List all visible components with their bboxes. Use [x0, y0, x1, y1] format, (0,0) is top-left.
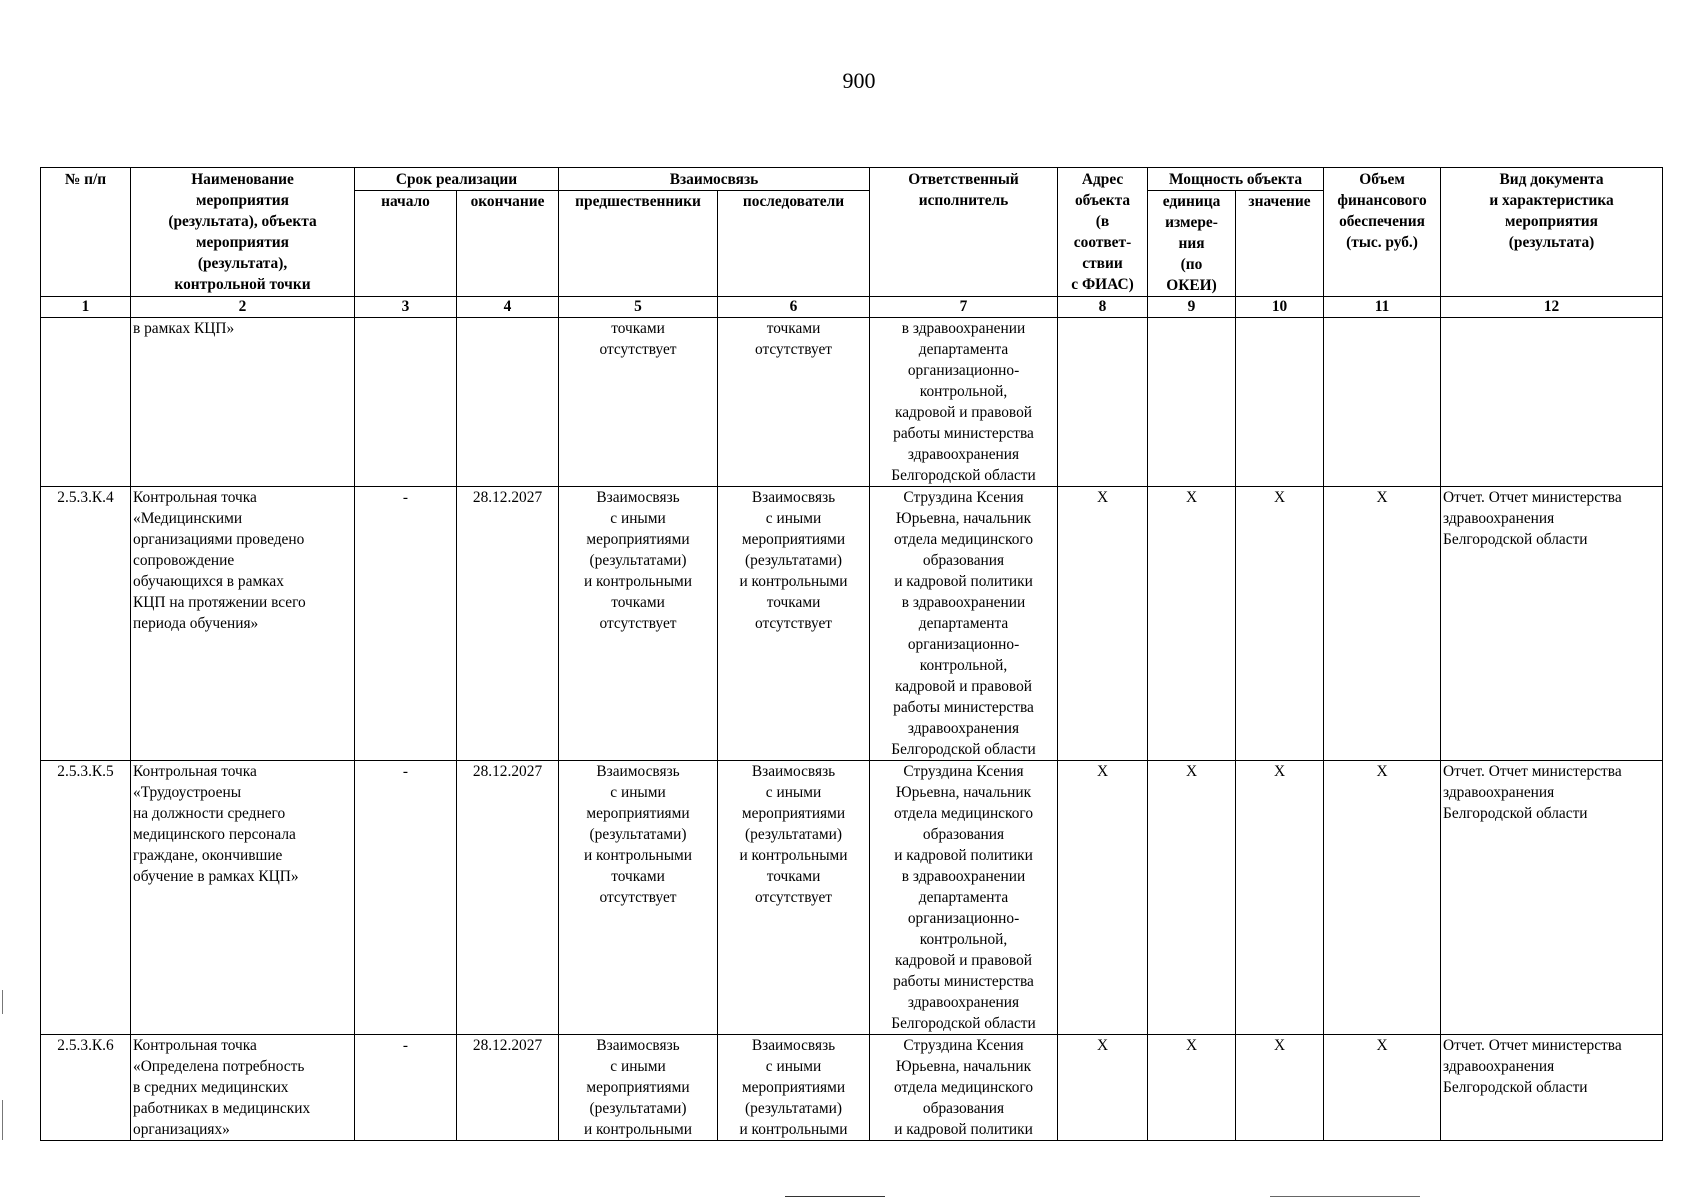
row-doc: Отчет. Отчет министерства здравоохранения Белгородской области — [1441, 487, 1663, 761]
header-row-1 — [41, 168, 1663, 191]
row-start: - — [355, 487, 457, 761]
row-prev: Взаимосвязь с иными мероприятиями (результатами) и контрольными точками отсутствует — [559, 761, 718, 1035]
row-num — [41, 318, 131, 487]
scan-artifact-line — [1270, 1196, 1420, 1197]
table-row — [41, 761, 1663, 1035]
row-responsible: Струздина Ксения Юрьевна, начальник отдела медицинского образования и кадровой политики в здравоохранении департамента организационно- контрольной, кадровой и правовой работы министерства здравоохранения Белгородской области — [870, 761, 1058, 1035]
column-number: 7 — [870, 297, 1058, 318]
row-address: X — [1058, 1035, 1148, 1141]
row-name: в рамках КЦП» — [131, 318, 355, 487]
row-prev: Взаимосвязь с иными мероприятиями (результатами) и контрольными — [559, 1035, 718, 1141]
table-row — [41, 318, 1663, 487]
column-number-row — [41, 297, 1663, 318]
column-number: 10 — [1236, 297, 1324, 318]
row-next: Взаимосвязь с иными мероприятиями (результатами) и контрольными — [718, 1035, 870, 1141]
header-address: Адрес объекта (в соответ- ствии с ФИАС) — [1058, 168, 1148, 297]
row-responsible: Струздина Ксения Юрьевна, начальник отдела медицинского образования и кадровой политики — [870, 1035, 1058, 1141]
row-address — [1058, 318, 1148, 487]
row-finance — [1324, 318, 1441, 487]
header-capacity: Мощность объекта — [1148, 168, 1324, 191]
row-unit — [1148, 318, 1236, 487]
row-end: 28.12.2027 — [457, 1035, 559, 1141]
scan-artifact-line — [785, 1196, 885, 1197]
header-num: № п/п — [41, 168, 131, 297]
header-name: Наименование мероприятия (результата), объекта мероприятия (результата), контрольной точки — [131, 168, 355, 297]
row-unit: X — [1148, 487, 1236, 761]
row-responsible: в здравоохранении департамента организационно- контрольной, кадровой и правовой работы министерства здравоохранения Белгородской области — [870, 318, 1058, 487]
row-num: 2.5.3.К.6 — [41, 1035, 131, 1141]
row-value — [1236, 318, 1324, 487]
header-term-end: окончание — [457, 191, 559, 297]
row-finance: X — [1324, 761, 1441, 1035]
row-value: X — [1236, 761, 1324, 1035]
header-link: Взаимосвязь — [559, 168, 870, 191]
header-finance: Объем финансового обеспечения (тыс. руб.) — [1324, 168, 1441, 297]
column-number: 5 — [559, 297, 718, 318]
row-end: 28.12.2027 — [457, 487, 559, 761]
row-responsible: Струздина Ксения Юрьевна, начальник отдела медицинского образования и кадровой политики в здравоохранении департамента организационно- контрольной, кадровой и правовой работы министерства здравоохранения Белгородской области — [870, 487, 1058, 761]
row-doc: Отчет. Отчет министерства здравоохранения Белгородской области — [1441, 1035, 1663, 1141]
column-number: 2 — [131, 297, 355, 318]
row-finance: X — [1324, 1035, 1441, 1141]
column-number: 12 — [1441, 297, 1663, 318]
row-num: 2.5.3.К.4 — [41, 487, 131, 761]
plan-table — [40, 167, 1663, 1141]
row-doc: Отчет. Отчет министерства здравоохранения Белгородской области — [1441, 761, 1663, 1035]
row-address: X — [1058, 761, 1148, 1035]
row-prev: Взаимосвязь с иными мероприятиями (результатами) и контрольными точками отсутствует — [559, 487, 718, 761]
row-doc — [1441, 318, 1663, 487]
header-capacity-unit: единица измере- ния (по ОКЕИ) — [1148, 191, 1236, 297]
column-number: 1 — [41, 297, 131, 318]
column-number: 4 — [457, 297, 559, 318]
header-doc: Вид документа и характеристика мероприятия (результата) — [1441, 168, 1663, 297]
header-term-start: начало — [355, 191, 457, 297]
header-responsible: Ответственный исполнитель — [870, 168, 1058, 297]
column-number: 11 — [1324, 297, 1441, 318]
row-prev: точками отсутствует — [559, 318, 718, 487]
row-next: Взаимосвязь с иными мероприятиями (результатами) и контрольными точками отсутствует — [718, 487, 870, 761]
header-capacity-value: значение — [1236, 191, 1324, 297]
scan-artifact-line — [2, 1100, 3, 1140]
column-number: 3 — [355, 297, 457, 318]
row-start — [355, 318, 457, 487]
row-start: - — [355, 1035, 457, 1141]
row-name: Контрольная точка «Медицинскими организациями проведено сопровождение обучающихся в рамках КЦП на протяжении всего периода обучения» — [131, 487, 355, 761]
row-start: - — [355, 761, 457, 1035]
page-number: 900 — [842, 68, 876, 93]
row-next: точками отсутствует — [718, 318, 870, 487]
row-value: X — [1236, 487, 1324, 761]
row-end: 28.12.2027 — [457, 761, 559, 1035]
row-end — [457, 318, 559, 487]
row-address: X — [1058, 487, 1148, 761]
row-name: Контрольная точка «Определена потребность в средних медицинских работниках в медицинских организациях» — [131, 1035, 355, 1141]
column-number: 8 — [1058, 297, 1148, 318]
row-unit: X — [1148, 1035, 1236, 1141]
column-number: 6 — [718, 297, 870, 318]
column-number: 9 — [1148, 297, 1236, 318]
row-name: Контрольная точка «Трудоустроены на должности среднего медицинского персонала граждане, окончившие обучение в рамках КЦП» — [131, 761, 355, 1035]
header-link-prev: предшественники — [559, 191, 718, 297]
header-term: Срок реализации — [355, 168, 559, 191]
row-num: 2.5.3.К.5 — [41, 761, 131, 1035]
table-row — [41, 1035, 1663, 1141]
row-finance: X — [1324, 487, 1441, 761]
header-link-next: последователи — [718, 191, 870, 297]
row-value: X — [1236, 1035, 1324, 1141]
scan-artifact-line — [2, 990, 3, 1014]
table-row — [41, 487, 1663, 761]
row-unit: X — [1148, 761, 1236, 1035]
row-next: Взаимосвязь с иными мероприятиями (результатами) и контрольными точками отсутствует — [718, 761, 870, 1035]
